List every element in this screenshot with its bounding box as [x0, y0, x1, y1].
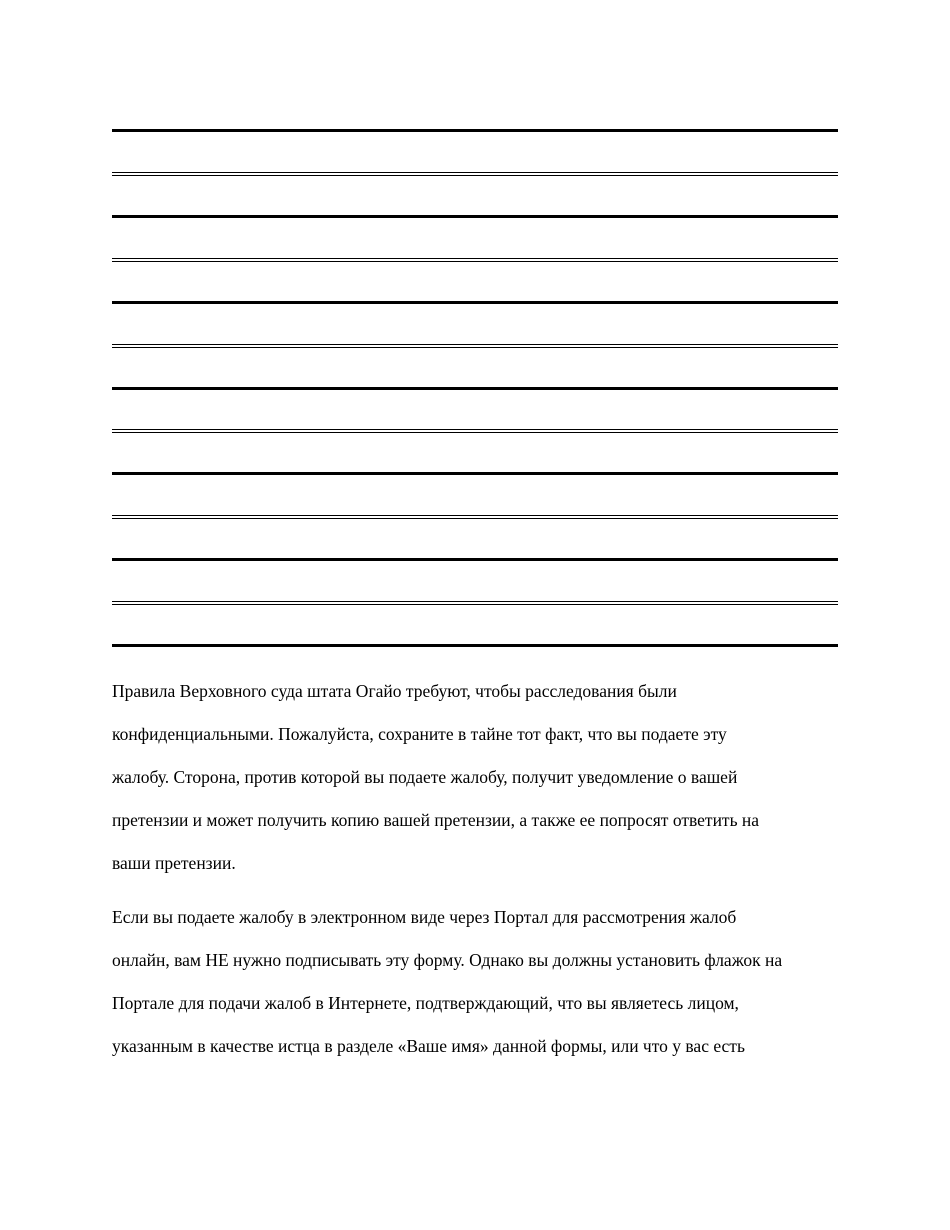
paragraph-line: ваши претензии. — [112, 853, 236, 873]
writing-line — [112, 515, 838, 519]
writing-line — [112, 601, 838, 605]
paragraph-line: конфиденциальными. Пожалуйста, сохраните в тайне тот факт, что вы подаете эту — [112, 724, 727, 744]
paragraph-line: Портале для подачи жалоб в Интернете, подтверждающий, что вы являетесь лицом, — [112, 993, 739, 1013]
electronic-filing-paragraph — [112, 896, 840, 1068]
writing-line — [112, 558, 838, 561]
writing-line — [112, 387, 838, 390]
writing-line — [112, 644, 838, 647]
writing-line — [112, 472, 838, 475]
paragraph-line: жалобу. Сторона, против которой вы подаете жалобу, получит уведомление о вашей — [112, 767, 738, 787]
paragraph-line: Правила Верховного суда штата Огайо требуют, чтобы расследования были — [112, 681, 677, 701]
paragraph-line: претензии и может получить копию вашей претензии, а также ее попросят ответить на — [112, 810, 760, 830]
writing-line — [112, 429, 838, 433]
paragraph-line: онлайн, вам НЕ нужно подписывать эту форму. Однако вы должны установить флажок на — [112, 950, 783, 970]
writing-line — [112, 172, 838, 176]
writing-line — [112, 301, 838, 304]
paragraph-line: указанным в качестве истца в разделе «Ваше имя» данной формы, или что у вас есть — [112, 1036, 745, 1056]
writing-line — [112, 129, 838, 132]
confidentiality-paragraph — [112, 670, 840, 885]
paragraph-line: Если вы подаете жалобу в электронном виде через Портал для рассмотрения жалоб — [112, 907, 737, 927]
writing-line — [112, 344, 838, 348]
writing-line — [112, 215, 838, 218]
writing-line — [112, 258, 838, 262]
